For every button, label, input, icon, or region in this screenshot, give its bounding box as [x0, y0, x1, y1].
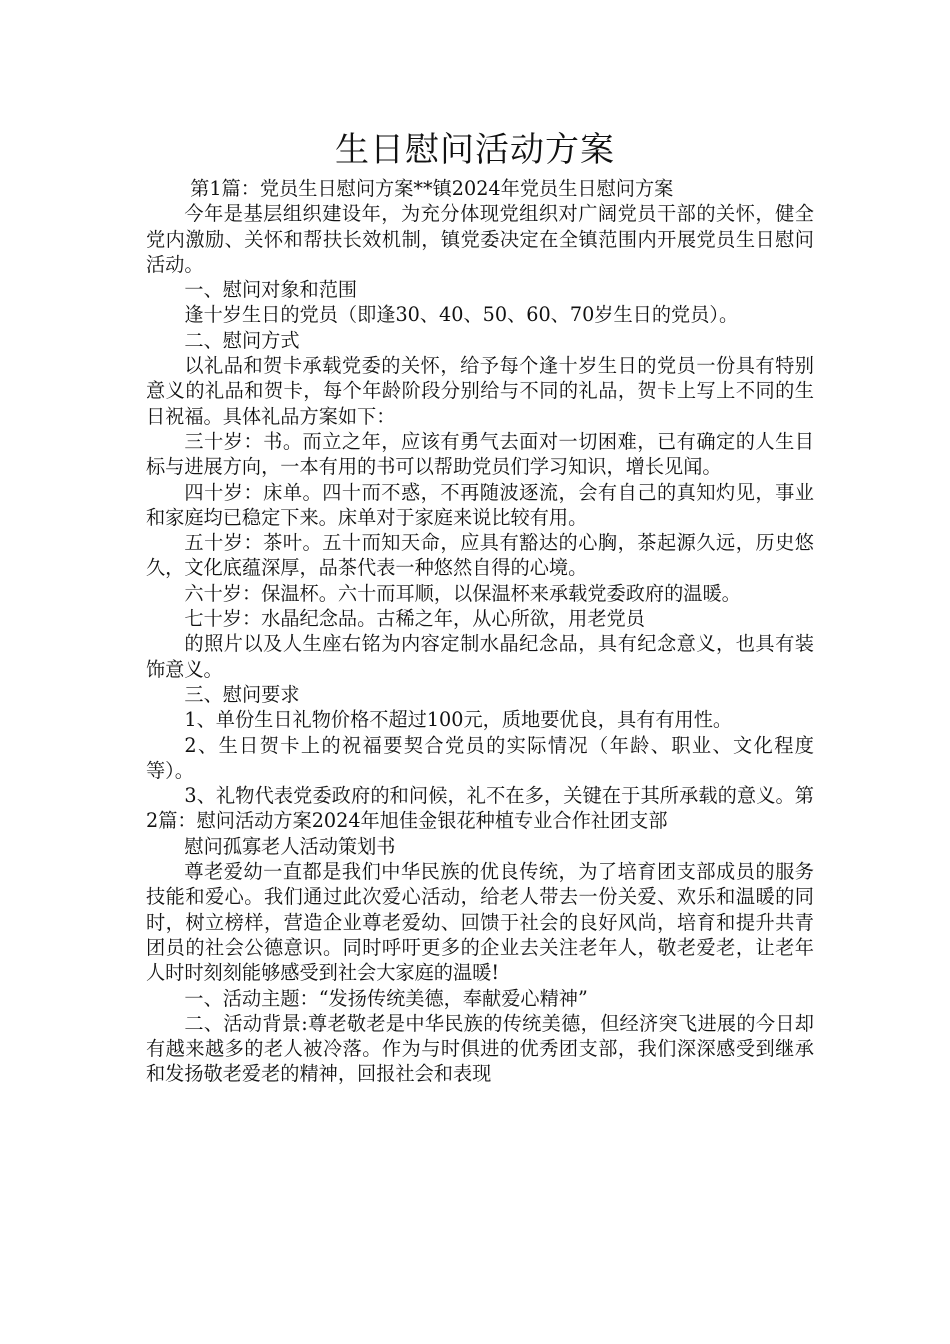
paragraph: 一、活动主题：“发扬传统美德，奉献爱心精神”: [184, 986, 588, 1010]
paragraph: 七十岁：水晶纪念品。古稀之年，从心所欲，用老党员: [184, 607, 645, 631]
paragraph: 的照片以及人生座右铭为内容定制水晶纪念品，具有纪念意义，也具有装饰意义。: [146, 632, 814, 681]
paragraph: 尊老爱幼一直都是我们中华民族的优良传统，为了培育团支部成员的服务技能和爱心。我们通过此次爱心活动，给老人带去一份关爱、欢乐和温暖的同时，树立榜样，营造企业尊老爱幼、回馈于社会的良好风尚，培育和提升共青团员的社会公德意识。同时呼吁更多的企业去关注老年人，敬老爱老，让老年人时时刻刻能够感受到社会大家庭的温暖!: [146, 860, 814, 985]
paragraph: 今年是基层组织建设年，为充分体现党组织对广阔党员干部的关怀，健全党内激励、关怀和帮扶长效机制，镇党委决定在全镇范围内开展党员生日慰问活动。: [146, 202, 814, 276]
paragraph: 慰问孤寡老人活动策划书: [184, 834, 396, 858]
paragraph: 一、慰问对象和范围: [184, 278, 358, 302]
paragraph: 2、生日贺卡上的祝福要契合党员的实际情况（年龄、职业、文化程度等）。: [146, 733, 814, 782]
paragraph: 六十岁：保温杯。六十而耳顺，以保温杯来承载党委政府的温暖。: [184, 581, 741, 605]
paragraph: 逢十岁生日的党员（即逢30、40、50、60、70岁生日的党员）。: [184, 303, 739, 327]
document-body: [146, 176, 814, 1087]
subtitle-line: 第1篇：党员生日慰问方案**镇2024年党员生日慰问方案: [190, 177, 674, 200]
paragraph: 三十岁：书。而立之年，应该有勇气去面对一切困难，已有确定的人生目标与进展方向，一本有用的书可以帮助党员们学习知识，增长见闻。: [146, 429, 814, 479]
paragraph: 三、慰问要求: [184, 682, 300, 706]
paragraph: 二、活动背景:尊老敬老是中华民族的传统美德，但经济突飞进展的今日却有越来越多的老人被冷落。作为与时俱进的优秀团支部，我们深深感受到继承和发扬敬老爱老的精神，回报社会和表现: [146, 1011, 814, 1086]
paragraph: 五十岁：茶叶。五十而知天命，应具有豁达的心胸，茶起源久远，历史悠久，文化底蕴深厚，品茶代表一种悠然自得的心境。: [146, 531, 814, 580]
paragraph: 3、礼物代表党委政府的和问候，礼不在多，关键在于其所承载的意义。第2篇：慰问活动方案2024年旭佳金银花种植专业合作社团支部: [146, 784, 814, 833]
paragraph: 四十岁：床单。四十而不惑，不再随波逐流，会有自己的真知灼见，事业和家庭均已稳定下来。床单对于家庭来说比较有用。: [146, 480, 814, 529]
paragraph: 以礼品和贺卡承载党委的关怀，给予每个逢十岁生日的党员一份具有特别意义的礼品和贺卡，每个年龄阶段分别给与不同的礼品，贺卡上写上不同的生日祝福。具体礼品方案如下：: [146, 354, 814, 428]
paragraph: 二、慰问方式: [184, 328, 300, 352]
document-title: 生日慰问活动方案: [335, 130, 615, 170]
paragraph: 1、单份生日礼物价格不超过100元，质地要优良，具有有用性。: [184, 708, 733, 732]
